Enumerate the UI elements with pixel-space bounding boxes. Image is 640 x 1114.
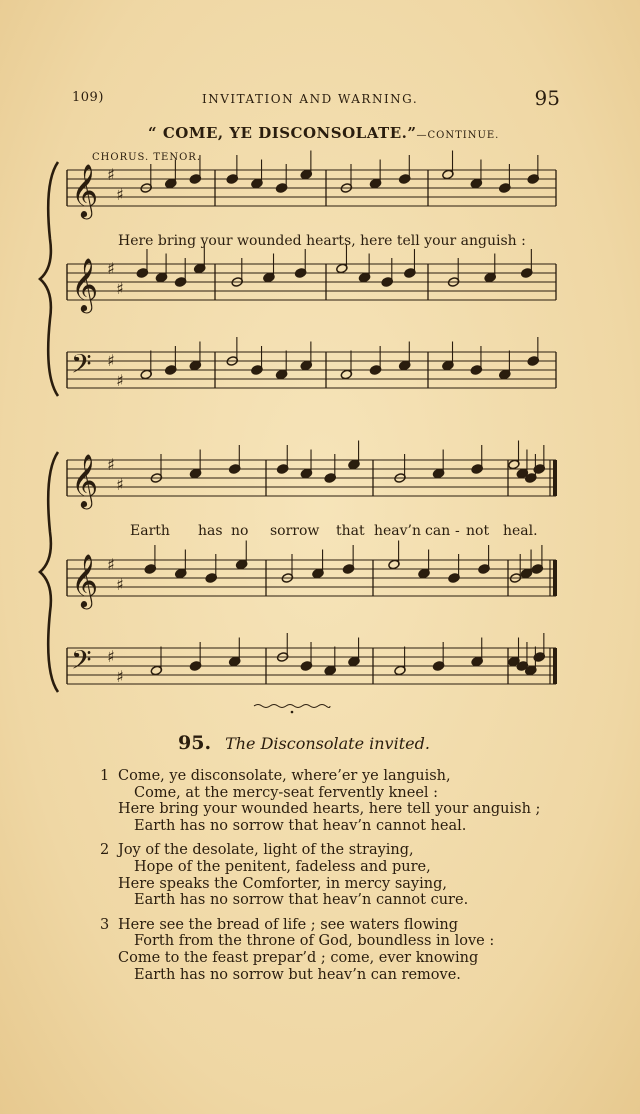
stanza-line: Earth has no sorrow but heav’n can remove. — [134, 966, 461, 983]
stanza-line: Hope of the penitent, fadeless and pure, — [134, 858, 431, 875]
sharp-sign: ♯ — [116, 475, 124, 494]
sharp-sign: ♯ — [107, 647, 115, 666]
sharp-sign: ♯ — [116, 575, 124, 594]
hymn-stanzas — [100, 768, 570, 991]
stanza-line: Come, at the mercy-seat fervently kneel : — [134, 784, 439, 801]
stanza-line-text: Come, ye disconsolate, where’er ye languish, — [118, 768, 451, 784]
hymn-heading — [178, 732, 430, 754]
stanza-line: Forth from the throne of God, boundless in love : — [134, 933, 495, 950]
system1-lyrics: Here bring your wounded hearts, here tell your anguish : — [118, 233, 526, 249]
stanza-line-text: Here see the bread of life ; see waters flowing — [118, 916, 459, 933]
sharp-sign: ♯ — [107, 351, 115, 370]
stanza-line: Here bring your wounded hearts, here tell your anguish ; — [118, 801, 541, 818]
running-title: INVITATION AND WARNING. — [202, 92, 419, 106]
sharp-sign: ♯ — [107, 259, 115, 278]
system-brace — [40, 452, 58, 692]
chorus-tenor-label: CHORUS. TENOR. — [92, 152, 202, 163]
sharp-sign: ♯ — [116, 279, 124, 298]
tune-title-text: “ COME, YE DISCONSOLATE.” — [148, 124, 417, 142]
lyric-word: heav’n — [374, 523, 422, 539]
treble-clef: 𝄞 — [71, 453, 99, 507]
hymn-number-range: 109) — [72, 90, 104, 105]
stanza-line: Here speaks the Comforter, in mercy saying, — [118, 875, 447, 892]
hymn-number: 95. — [178, 732, 212, 754]
lyric-word: sorrow — [270, 523, 320, 539]
sharp-sign: ♯ — [107, 165, 115, 184]
sharp-sign: ♯ — [116, 667, 124, 686]
system-brace — [40, 162, 58, 396]
sharp-sign: ♯ — [116, 185, 124, 204]
treble-clef: 𝄞 — [71, 257, 99, 311]
lyric-word: no — [231, 523, 249, 539]
stanza — [100, 842, 570, 908]
stanza — [100, 768, 570, 834]
stanza-line — [100, 842, 570, 859]
stanza-line: Come to the feast prepar’d ; come, ever knowing — [118, 949, 479, 966]
stanza-line-text: Joy of the desolate, light of the straying, — [118, 842, 414, 859]
page-number: 95 — [534, 86, 560, 110]
continued-label: —CONTINUE. — [416, 130, 500, 141]
lyric-word: - — [455, 523, 460, 539]
hymn-name: The Disconsolate invited. — [225, 734, 430, 753]
lyric-word: Earth — [130, 523, 170, 539]
stanza-line — [100, 917, 570, 934]
stanza-line: Earth has no sorrow that heav’n cannot cure. — [134, 892, 469, 909]
bass-clef: 𝄢 — [71, 348, 92, 386]
treble-clef: 𝄞 — [71, 163, 99, 217]
sharp-sign: ♯ — [107, 455, 115, 474]
system2-lyrics — [0, 523, 640, 543]
stanza-number: 1 — [100, 768, 110, 784]
lyric-word: has — [198, 523, 223, 539]
bass-clef: 𝄢 — [71, 644, 92, 682]
stanza-number: 2 — [100, 842, 110, 859]
stanza-number: 3 — [100, 916, 110, 933]
sharp-sign: ♯ — [107, 555, 115, 574]
ornament-divider — [252, 702, 332, 714]
lyric-word: that — [336, 523, 365, 539]
treble-clef: 𝄞 — [71, 553, 99, 607]
lyric-word: not — [466, 523, 490, 539]
sharp-sign: ♯ — [116, 371, 124, 390]
stanza-line: Earth has no sorrow that heav’n cannot heal. — [134, 817, 467, 834]
stanza-line — [100, 768, 570, 785]
stanza — [100, 917, 570, 983]
lyric-word: heal. — [503, 523, 538, 539]
lyric-word: can — [425, 523, 451, 539]
